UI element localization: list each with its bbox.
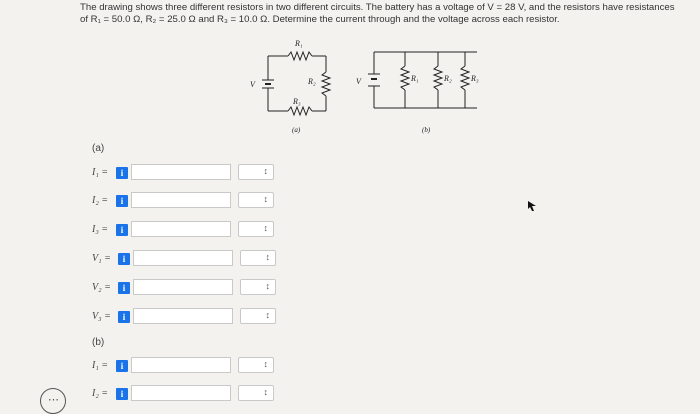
label-r3-b: R₃ bbox=[471, 74, 479, 83]
unit-select-v2-a[interactable] bbox=[240, 279, 276, 295]
answer-input-i3-a[interactable] bbox=[131, 221, 231, 237]
resistor-r3-b bbox=[461, 66, 469, 90]
resistor-r2-a bbox=[322, 72, 330, 96]
answer-input-v2-a[interactable] bbox=[133, 279, 233, 295]
resistor-r1-b bbox=[401, 66, 409, 90]
info-icon[interactable]: i bbox=[118, 311, 130, 323]
row-label: V₂ = bbox=[92, 282, 111, 293]
label-r3-a: R₃ bbox=[293, 97, 301, 106]
answer-input-i1-a[interactable] bbox=[131, 164, 231, 180]
caption-a: (a) bbox=[292, 126, 301, 134]
label-r1-b: R₁ bbox=[411, 74, 419, 83]
part-a-label: (a) bbox=[92, 143, 105, 154]
mouse-cursor-icon bbox=[528, 201, 536, 211]
answer-input-i2-b[interactable] bbox=[131, 385, 231, 401]
unit-select-v1-a[interactable] bbox=[240, 250, 276, 266]
answer-input-v3-a[interactable] bbox=[133, 308, 233, 324]
info-icon[interactable]: i bbox=[116, 224, 128, 236]
question-text: The drawing shows three different resistors in two different circuits. The battery has a voltage of V = 28 V, and the resistors have resistances of R₁ = 50.0 Ω, R₂ = 25.0 Ω and R₃ = 10.0 Ω. Determine the current through and the voltage across each resistor. bbox=[80, 2, 675, 25]
unit-select-i3-a[interactable] bbox=[238, 221, 274, 237]
label-r2-b: R₂ bbox=[444, 74, 452, 83]
unit-select-i2-b[interactable] bbox=[238, 385, 274, 401]
answer-input-i2-a[interactable] bbox=[131, 192, 231, 208]
unit-select-i1-a[interactable] bbox=[238, 164, 274, 180]
label-battery-b: V bbox=[356, 77, 361, 86]
info-icon[interactable]: i bbox=[116, 167, 128, 179]
circuit-b bbox=[368, 52, 477, 108]
label-battery-a: V bbox=[250, 80, 255, 89]
row-label: I₂ = bbox=[92, 195, 109, 206]
help-circle-icon[interactable]: ⋯ bbox=[40, 388, 66, 414]
part-b-label: (b) bbox=[92, 337, 105, 348]
row-label: I₁ = bbox=[92, 167, 109, 178]
circuit-diagrams-svg bbox=[240, 36, 500, 136]
resistor-r3-a bbox=[288, 107, 312, 115]
row-label: V₁ = bbox=[92, 253, 111, 264]
unit-select-v3-a[interactable] bbox=[240, 308, 276, 324]
unit-select-i2-a[interactable] bbox=[238, 192, 274, 208]
row-label: V₃ = bbox=[92, 311, 111, 322]
row-label: I₁ = bbox=[92, 360, 109, 371]
answer-input-v1-a[interactable] bbox=[133, 250, 233, 266]
caption-b: (b) bbox=[422, 126, 431, 134]
unit-select-i1-b[interactable] bbox=[238, 357, 274, 373]
info-icon[interactable]: i bbox=[118, 253, 130, 265]
answer-input-i1-b[interactable] bbox=[131, 357, 231, 373]
info-icon[interactable]: i bbox=[118, 282, 130, 294]
label-r1-a: R₁ bbox=[295, 39, 303, 48]
row-label: I₂ = bbox=[92, 388, 109, 399]
info-icon[interactable]: i bbox=[116, 360, 128, 372]
resistor-r2-b bbox=[434, 66, 442, 90]
row-label: I₃ = bbox=[92, 224, 109, 235]
info-icon[interactable]: i bbox=[116, 388, 128, 400]
label-r2-a: R₂ bbox=[308, 77, 316, 86]
info-icon[interactable]: i bbox=[116, 195, 128, 207]
resistor-r1-a bbox=[288, 52, 312, 60]
circuit-diagrams bbox=[240, 36, 500, 136]
